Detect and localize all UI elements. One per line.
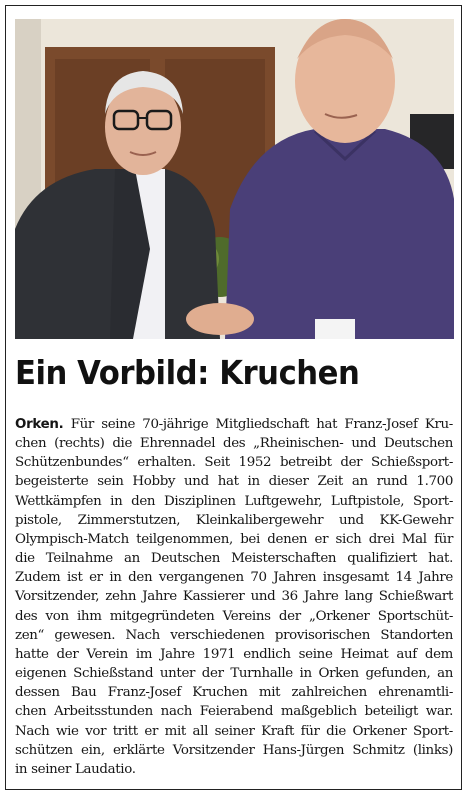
article-body-line: des von ihm mitgegründeten Vereins der „Orkener Sportschüt- xyxy=(15,608,453,624)
article-body-line: dessen Bau Franz-Josef Kruchen mit zahlreichen ehrenamtli- xyxy=(15,685,453,701)
article-body xyxy=(15,415,453,779)
photo-illustration xyxy=(15,19,454,339)
article-body-line: die Teilnahme an Deutschen Meisterschaften qualifiziert hat. xyxy=(15,551,453,567)
article-body-line: Schützenbundes“ erhalten. Seit 1952 betreibt der Schießsport- xyxy=(15,455,453,471)
article-body-line: in seiner Laudatio. xyxy=(15,761,136,777)
article-body-line: Wettkämpfen in den Disziplinen Luftgewehr, Luftpistole, Sport- xyxy=(15,493,453,509)
newspaper-clipping xyxy=(5,5,462,790)
article-body-line: eigenen Schießstand unter der Turnhalle in Orken gefunden, an xyxy=(15,666,453,682)
article-body-line: pistole, Zimmerstutzen, Kleinkalibergewehr und KK-Gewehr xyxy=(15,512,453,528)
article-photo xyxy=(15,19,454,339)
article-body-line: Zudem ist er in den vergangenen 70 Jahren insgesamt 14 Jahre xyxy=(15,570,453,586)
article-dateline: Orken. xyxy=(15,417,64,432)
article-body-line: zen“ gewesen. Nach verschiedenen provisorischen Standorten xyxy=(15,627,453,643)
article-headline: Ein Vorbild: Kruchen xyxy=(15,353,360,392)
article-body-line: Vorsitzender, zehn Jahre Kassierer und 36 Jahre lang Schießwart xyxy=(15,589,453,605)
article-body-line: Orken. Für seine 70-jährige Mitgliedschaft hat Franz-Josef Kru- xyxy=(15,417,453,432)
article-body-line: schützen ein, erklärte Vorsitzender Hans-Jürgen Schmitz (links) xyxy=(15,742,453,758)
article-body-line: Nach wie vor tritt er mit all seiner Kraft für die Orkener Sport- xyxy=(15,723,453,739)
photo-handshake xyxy=(186,303,254,335)
article-body-line: hatte der Verein im Jahre 1971 endlich seine Heimat auf dem xyxy=(15,646,453,662)
article-body-line: chen Arbeitsstunden nach Feierabend maßgeblich beteiligt war. xyxy=(15,704,453,720)
article-body-line: chen (rechts) die Ehrennadel des „Rheinischen- und Deutschen xyxy=(15,436,453,452)
right-man-shirt xyxy=(225,129,454,339)
article-body-line: Olympisch-Match teilgenommen, bei denen er sich drei Mal für xyxy=(15,531,453,547)
photo-certificate xyxy=(315,319,355,339)
article-body-line: begeisterte sein Hobby und hat in dieser Zeit an rund 1.700 xyxy=(15,474,453,490)
